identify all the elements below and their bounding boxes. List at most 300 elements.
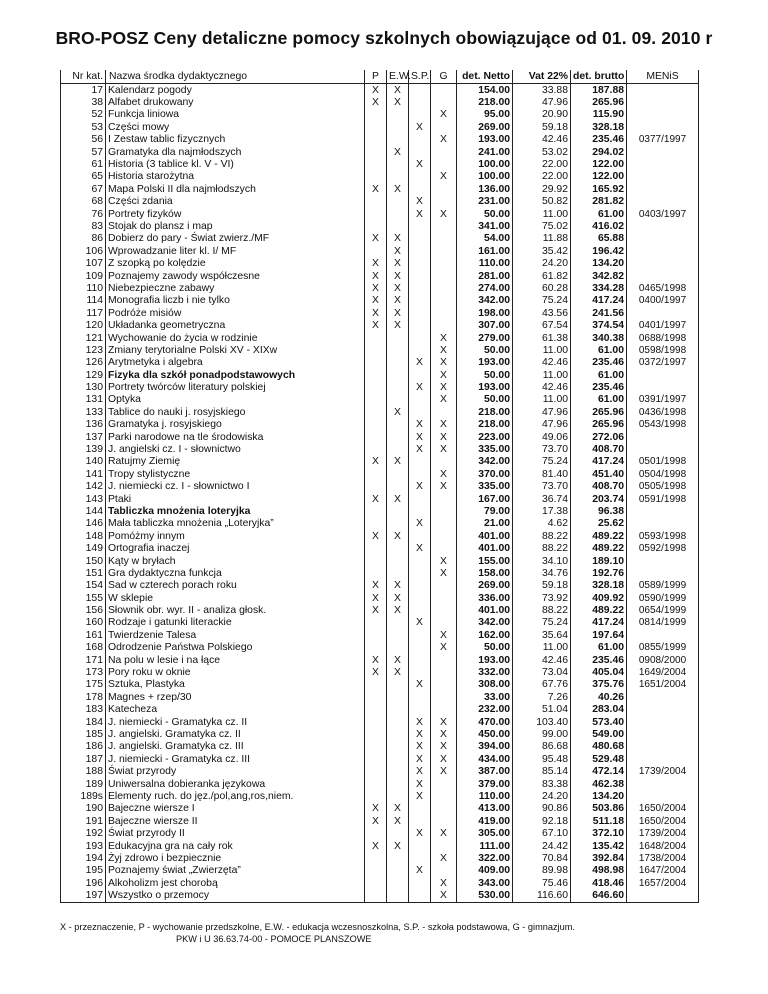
mark-g — [431, 604, 457, 616]
table-row — [61, 691, 699, 703]
menis-code: 0688/1998 — [627, 332, 699, 344]
catalog-number: 187 — [61, 753, 106, 765]
catalog-number: 168 — [61, 642, 106, 654]
mark-p: X — [365, 257, 387, 269]
mark-ew: X — [387, 96, 409, 108]
mark-ew — [387, 369, 409, 381]
price-gross: 265.96 — [571, 419, 627, 431]
table-row — [61, 865, 699, 877]
menis-code: 1647/2004 — [627, 865, 699, 877]
mark-ew — [387, 468, 409, 480]
table-row — [61, 481, 699, 493]
price-gross: 375.76 — [571, 679, 627, 691]
price-gross: 529.48 — [571, 753, 627, 765]
catalog-number: 155 — [61, 592, 106, 604]
menis-code: 0592/1998 — [627, 542, 699, 554]
catalog-number: 156 — [61, 604, 106, 616]
mark-p — [365, 158, 387, 170]
catalog-number: 106 — [61, 245, 106, 257]
mark-sp: X — [409, 778, 431, 790]
mark-g — [431, 257, 457, 269]
mark-p — [365, 196, 387, 208]
menis-code — [627, 381, 699, 393]
menis-code: 0391/1997 — [627, 394, 699, 406]
mark-sp: X — [409, 827, 431, 839]
price-gross: 549.00 — [571, 728, 627, 740]
price-net: 343.00 — [457, 877, 513, 889]
catalog-number: 191 — [61, 815, 106, 827]
mark-ew — [387, 741, 409, 753]
menis-code: 1650/2004 — [627, 803, 699, 815]
price-gross: 283.04 — [571, 704, 627, 716]
mark-sp — [409, 567, 431, 579]
catalog-number: 175 — [61, 679, 106, 691]
item-name: Ptaki — [106, 493, 365, 505]
mark-p — [365, 765, 387, 777]
item-name: Alkoholizm jest chorobą — [106, 877, 365, 889]
mark-g: X — [431, 208, 457, 220]
mark-sp: X — [409, 443, 431, 455]
price-gross: 417.24 — [571, 456, 627, 468]
table-row — [61, 270, 699, 282]
mark-p — [365, 642, 387, 654]
catalog-number: 38 — [61, 96, 106, 108]
mark-g — [431, 307, 457, 319]
vat-amount: 11.00 — [513, 394, 571, 406]
menis-code — [627, 307, 699, 319]
mark-p: X — [365, 666, 387, 678]
footer-legend: X - przeznaczenie, P - wychowanie przedszkolne, E.W. - edukacja wczesnoszkolna, S.P. - szkoła podstawowa, G - gimnazjum. — [60, 922, 575, 932]
menis-code: 0465/1998 — [627, 282, 699, 294]
mark-sp — [409, 604, 431, 616]
menis-code: 0403/1997 — [627, 208, 699, 220]
mark-sp: X — [409, 617, 431, 629]
vat-amount: 75.24 — [513, 617, 571, 629]
mark-g — [431, 803, 457, 815]
vat-amount: 24.20 — [513, 257, 571, 269]
mark-ew: X — [387, 580, 409, 592]
menis-code — [627, 96, 699, 108]
price-gross: 408.70 — [571, 443, 627, 455]
mark-p: X — [365, 803, 387, 815]
mark-g: X — [431, 642, 457, 654]
table-row — [61, 741, 699, 753]
mark-p — [365, 753, 387, 765]
vat-amount: 86.68 — [513, 741, 571, 753]
mark-p — [365, 629, 387, 641]
vat-amount: 42.46 — [513, 654, 571, 666]
price-gross: 405.04 — [571, 666, 627, 678]
mark-g: X — [431, 369, 457, 381]
mark-sp — [409, 394, 431, 406]
catalog-number: 142 — [61, 481, 106, 493]
mark-sp — [409, 84, 431, 97]
price-net: 50.00 — [457, 208, 513, 220]
table-row — [61, 716, 699, 728]
vat-amount: 51.04 — [513, 704, 571, 716]
menis-code: 0505/1998 — [627, 481, 699, 493]
mark-g — [431, 542, 457, 554]
mark-p: X — [365, 84, 387, 97]
mark-p: X — [365, 592, 387, 604]
mark-p — [365, 617, 387, 629]
mark-ew — [387, 679, 409, 691]
mark-sp — [409, 468, 431, 480]
menis-code — [627, 183, 699, 195]
mark-p — [365, 109, 387, 121]
mark-p — [365, 518, 387, 530]
catalog-number: 120 — [61, 319, 106, 331]
mark-sp — [409, 134, 431, 146]
menis-code — [627, 171, 699, 183]
col-menis-header: MENiS — [627, 70, 699, 84]
item-name: Dobierz do pary - Świat zwierz./MF — [106, 233, 365, 245]
mark-p — [365, 716, 387, 728]
price-gross: 187.88 — [571, 84, 627, 97]
item-name: Żyj zdrowo i bezpiecznie — [106, 852, 365, 864]
item-name: Gramatyka dla najmłodszych — [106, 146, 365, 158]
table-row — [61, 790, 699, 802]
price-net: 394.00 — [457, 741, 513, 753]
mark-g: X — [431, 827, 457, 839]
menis-code: 0543/1998 — [627, 419, 699, 431]
price-net: 50.00 — [457, 642, 513, 654]
price-net: 450.00 — [457, 728, 513, 740]
mark-g: X — [431, 394, 457, 406]
table-row — [61, 443, 699, 455]
mark-p — [365, 208, 387, 220]
menis-code — [627, 196, 699, 208]
mark-sp — [409, 704, 431, 716]
menis-code — [627, 778, 699, 790]
price-net: 434.00 — [457, 753, 513, 765]
mark-ew — [387, 158, 409, 170]
menis-code: 0589/1999 — [627, 580, 699, 592]
price-net: 281.00 — [457, 270, 513, 282]
mark-p — [365, 468, 387, 480]
mark-g — [431, 121, 457, 133]
table-row — [61, 319, 699, 331]
price-net: 162.00 — [457, 629, 513, 641]
price-net: 218.00 — [457, 419, 513, 431]
item-name: Optyka — [106, 394, 365, 406]
mark-ew — [387, 567, 409, 579]
catalog-number: 114 — [61, 295, 106, 307]
price-net: 401.00 — [457, 604, 513, 616]
menis-code: 1739/2004 — [627, 827, 699, 839]
price-net: 341.00 — [457, 220, 513, 232]
catalog-number: 194 — [61, 852, 106, 864]
price-gross: 281.82 — [571, 196, 627, 208]
table-row — [61, 381, 699, 393]
price-net: 161.00 — [457, 245, 513, 257]
vat-amount: 34.76 — [513, 567, 571, 579]
item-name: Części mowy — [106, 121, 365, 133]
mark-ew: X — [387, 803, 409, 815]
menis-code: 0401/1997 — [627, 319, 699, 331]
menis-code: 1738/2004 — [627, 852, 699, 864]
catalog-number: 161 — [61, 629, 106, 641]
mark-sp — [409, 245, 431, 257]
mark-sp — [409, 530, 431, 542]
mark-sp: X — [409, 865, 431, 877]
vat-amount: 83.38 — [513, 778, 571, 790]
catalog-number: 173 — [61, 666, 106, 678]
menis-code — [627, 629, 699, 641]
menis-code: 0436/1998 — [627, 406, 699, 418]
table-header-row — [61, 70, 699, 84]
mark-ew — [387, 344, 409, 356]
mark-p — [365, 369, 387, 381]
menis-code — [627, 233, 699, 245]
menis-code: 0598/1998 — [627, 344, 699, 356]
mark-ew — [387, 196, 409, 208]
item-name: Fizyka dla szkół ponadpodstawowych — [106, 369, 365, 381]
menis-code — [627, 270, 699, 282]
mark-sp — [409, 852, 431, 864]
mark-ew: X — [387, 183, 409, 195]
mark-p — [365, 357, 387, 369]
price-net: 470.00 — [457, 716, 513, 728]
mark-ew: X — [387, 406, 409, 418]
mark-g: X — [431, 716, 457, 728]
mark-p: X — [365, 840, 387, 852]
mark-p: X — [365, 456, 387, 468]
mark-p — [365, 852, 387, 864]
mark-sp — [409, 233, 431, 245]
catalog-number: 139 — [61, 443, 106, 455]
price-net: 50.00 — [457, 344, 513, 356]
item-name: I Zestaw tablic fizycznych — [106, 134, 365, 146]
catalog-number: 57 — [61, 146, 106, 158]
catalog-number: 185 — [61, 728, 106, 740]
table-row — [61, 518, 699, 530]
table-row — [61, 357, 699, 369]
mark-p: X — [365, 604, 387, 616]
mark-p — [365, 344, 387, 356]
item-name: Twierdzenie Talesa — [106, 629, 365, 641]
mark-ew: X — [387, 146, 409, 158]
price-gross: 503.86 — [571, 803, 627, 815]
item-name: Portrety fizyków — [106, 208, 365, 220]
price-gross: 511.18 — [571, 815, 627, 827]
vat-amount: 47.96 — [513, 96, 571, 108]
col-det-brutto-header: det. brutto — [571, 70, 627, 84]
table-row — [61, 803, 699, 815]
menis-code: 0501/1998 — [627, 456, 699, 468]
item-name: Historia starożytna — [106, 171, 365, 183]
menis-code: 0504/1998 — [627, 468, 699, 480]
price-gross: 96.38 — [571, 505, 627, 517]
item-name: Zmiany terytorialne Polski XV - XIXw — [106, 344, 365, 356]
menis-code: 1651/2004 — [627, 679, 699, 691]
price-net: 95.00 — [457, 109, 513, 121]
menis-code — [627, 741, 699, 753]
catalog-number: 189 — [61, 778, 106, 790]
vat-amount: 90.86 — [513, 803, 571, 815]
mark-p — [365, 505, 387, 517]
table-row — [61, 369, 699, 381]
menis-code: 0593/1998 — [627, 530, 699, 542]
mark-sp: X — [409, 716, 431, 728]
item-name: Edukacyjna gra na cały rok — [106, 840, 365, 852]
menis-code — [627, 728, 699, 740]
vat-amount: 11.00 — [513, 642, 571, 654]
vat-amount: 17.38 — [513, 505, 571, 517]
mark-sp — [409, 282, 431, 294]
catalog-number: 150 — [61, 555, 106, 567]
item-name: Historia (3 tablice kl. V - VI) — [106, 158, 365, 170]
table-row — [61, 282, 699, 294]
price-gross: 61.00 — [571, 208, 627, 220]
vat-amount: 60.28 — [513, 282, 571, 294]
table-row — [61, 456, 699, 468]
table-row — [61, 208, 699, 220]
mark-g: X — [431, 889, 457, 902]
mark-sp: X — [409, 481, 431, 493]
mark-g — [431, 233, 457, 245]
menis-code — [627, 121, 699, 133]
menis-code: 1657/2004 — [627, 877, 699, 889]
price-net: 335.00 — [457, 443, 513, 455]
price-gross: 480.68 — [571, 741, 627, 753]
item-name: Katecheza — [106, 704, 365, 716]
table-row — [61, 753, 699, 765]
col-nr-kat-header: Nr kat. — [61, 70, 106, 84]
vat-amount: 29.92 — [513, 183, 571, 195]
mark-p: X — [365, 270, 387, 282]
price-net: 336.00 — [457, 592, 513, 604]
price-net: 370.00 — [457, 468, 513, 480]
mark-g — [431, 865, 457, 877]
mark-ew — [387, 505, 409, 517]
price-net: 193.00 — [457, 654, 513, 666]
catalog-number: 189s — [61, 790, 106, 802]
catalog-number: 149 — [61, 542, 106, 554]
mark-sp: X — [409, 158, 431, 170]
item-name: Tabliczka mnożenia loteryjka — [106, 505, 365, 517]
mark-g: X — [431, 357, 457, 369]
catalog-number: 76 — [61, 208, 106, 220]
catalog-number: 17 — [61, 84, 106, 97]
item-name: Monografia liczb i nie tylko — [106, 295, 365, 307]
mark-sp — [409, 592, 431, 604]
price-gross: 235.46 — [571, 654, 627, 666]
price-gross: 235.46 — [571, 134, 627, 146]
col-vat-header: Vat 22% — [513, 70, 571, 84]
mark-ew — [387, 381, 409, 393]
mark-sp — [409, 666, 431, 678]
catalog-number: 126 — [61, 357, 106, 369]
catalog-number: 131 — [61, 394, 106, 406]
price-gross: 203.74 — [571, 493, 627, 505]
mark-g — [431, 617, 457, 629]
vat-amount: 75.24 — [513, 295, 571, 307]
item-name: Tropy stylistyczne — [106, 468, 365, 480]
table-row — [61, 431, 699, 443]
item-name: Z szopką po kolędzie — [106, 257, 365, 269]
mark-ew — [387, 889, 409, 902]
price-gross: 462.38 — [571, 778, 627, 790]
vat-amount: 88.22 — [513, 604, 571, 616]
mark-g — [431, 146, 457, 158]
mark-sp: X — [409, 419, 431, 431]
mark-p — [365, 889, 387, 902]
item-name: J. angielski cz. I - słownictwo — [106, 443, 365, 455]
price-gross: 196.42 — [571, 245, 627, 257]
mark-g — [431, 406, 457, 418]
mark-sp: X — [409, 357, 431, 369]
catalog-number: 129 — [61, 369, 106, 381]
mark-ew — [387, 419, 409, 431]
item-name: Kąty w bryłach — [106, 555, 365, 567]
table-row — [61, 171, 699, 183]
mark-p — [365, 146, 387, 158]
price-gross: 498.98 — [571, 865, 627, 877]
mark-p: X — [365, 493, 387, 505]
vat-amount: 88.22 — [513, 542, 571, 554]
catalog-number: 123 — [61, 344, 106, 356]
item-name: Części zdania — [106, 196, 365, 208]
mark-p: X — [365, 815, 387, 827]
mark-sp — [409, 369, 431, 381]
catalog-number: 56 — [61, 134, 106, 146]
price-gross: 135.42 — [571, 840, 627, 852]
mark-sp — [409, 505, 431, 517]
menis-code — [627, 518, 699, 530]
vat-amount: 95.48 — [513, 753, 571, 765]
table-row — [61, 394, 699, 406]
table-row — [61, 666, 699, 678]
mark-g: X — [431, 765, 457, 777]
mark-g — [431, 691, 457, 703]
item-name: W sklepie — [106, 592, 365, 604]
price-net: 79.00 — [457, 505, 513, 517]
mark-g — [431, 778, 457, 790]
vat-amount: 11.88 — [513, 233, 571, 245]
table-row — [61, 146, 699, 158]
price-gross: 489.22 — [571, 604, 627, 616]
vat-amount: 42.46 — [513, 134, 571, 146]
mark-g — [431, 815, 457, 827]
price-gross: 408.70 — [571, 481, 627, 493]
vat-amount: 11.00 — [513, 208, 571, 220]
mark-g — [431, 319, 457, 331]
mark-sp — [409, 493, 431, 505]
mark-g — [431, 666, 457, 678]
price-gross: 235.46 — [571, 357, 627, 369]
item-name: Elementy ruch. do jęz./pol,ang,ros,niem. — [106, 790, 365, 802]
item-name: Magnes + rzep/30 — [106, 691, 365, 703]
vat-amount: 22.00 — [513, 158, 571, 170]
price-net: 269.00 — [457, 121, 513, 133]
mark-ew — [387, 704, 409, 716]
mark-sp: X — [409, 431, 431, 443]
mark-ew: X — [387, 257, 409, 269]
mark-ew — [387, 431, 409, 443]
table-row — [61, 307, 699, 319]
menis-code: 0814/1999 — [627, 617, 699, 629]
mark-ew — [387, 109, 409, 121]
mark-g — [431, 220, 457, 232]
item-name: Wychowanie do życia w rodzinie — [106, 332, 365, 344]
mark-ew — [387, 555, 409, 567]
item-name: Alfabet drukowany — [106, 96, 365, 108]
price-net: 110.00 — [457, 790, 513, 802]
price-gross: 192.76 — [571, 567, 627, 579]
catalog-number: 140 — [61, 456, 106, 468]
price-table — [60, 70, 699, 903]
